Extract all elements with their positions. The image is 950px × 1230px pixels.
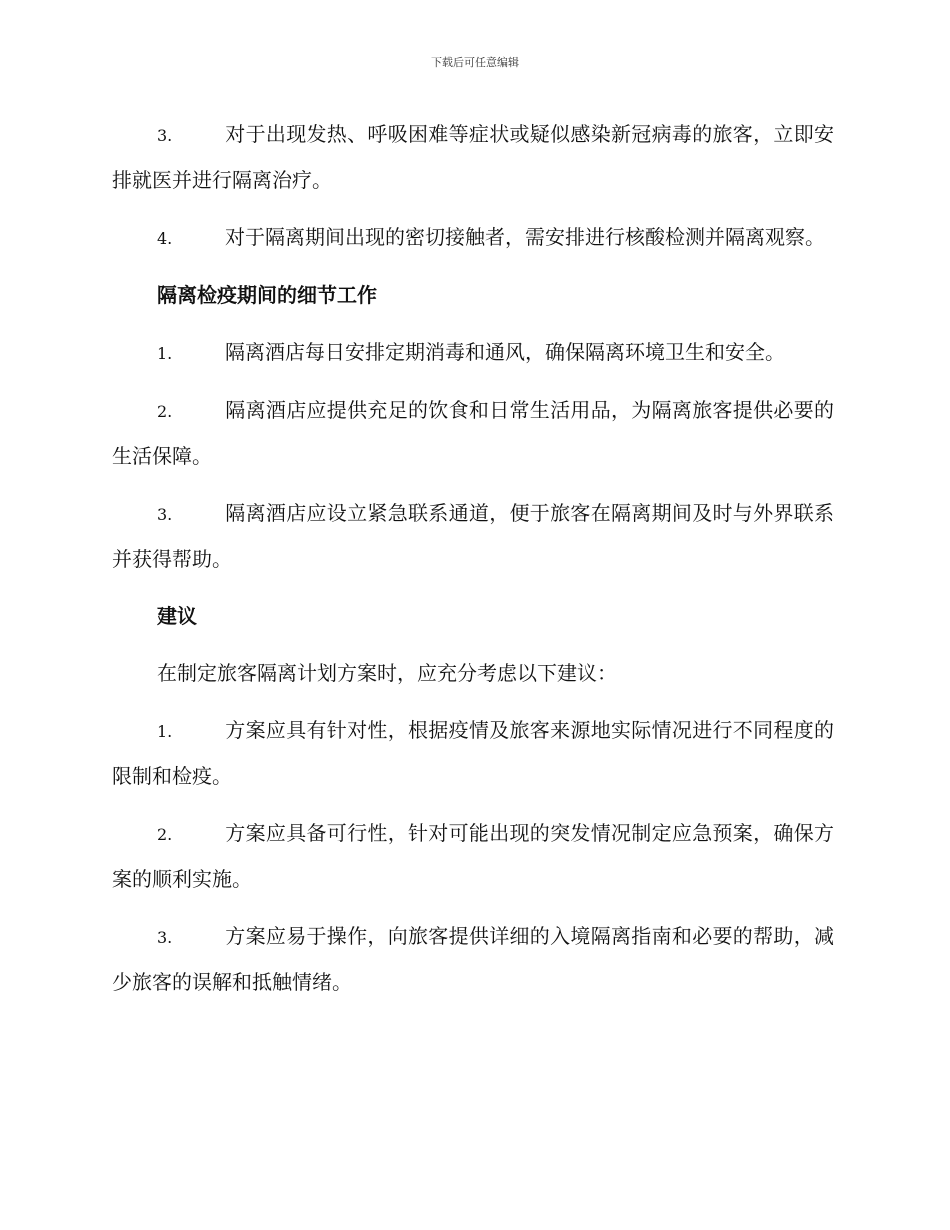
list-item-number: 3. — [157, 505, 173, 524]
list-item — [112, 491, 834, 582]
list-item-number: 1. — [157, 344, 173, 363]
list-item — [112, 708, 834, 799]
list-item-number: 4. — [157, 229, 173, 248]
list-item-text: 隔离酒店应设立紧急联系通道，便于旅客在隔离期间及时与外界联系并获得帮助。 — [112, 501, 834, 571]
list-item-text: 隔离酒店每日安排定期消毒和通风，确保隔离环境卫生和安全。 — [225, 340, 785, 364]
list-item-text: 隔离酒店应提供充足的饮食和日常生活用品，为隔离旅客提供必要的生活保障。 — [112, 398, 834, 468]
list-item-number: 3. — [157, 126, 173, 145]
intro-paragraph: 在制定旅客隔离计划方案时，应充分考虑以下建议： — [157, 661, 617, 685]
page-header: 下载后可任意编辑 — [431, 56, 519, 69]
list-item-number: 2. — [157, 825, 173, 844]
list-item-text: 方案应易于操作，向旅客提供详细的入境隔离指南和必要的帮助，减少旅客的误解和抵触情绪。 — [112, 924, 834, 994]
list-item-text: 方案应具有针对性，根据疫情及旅客来源地实际情况进行不同程度的限制和检疫。 — [112, 718, 834, 788]
section-heading: 隔离检疫期间的细节工作 — [157, 283, 377, 307]
list-item — [112, 330, 834, 376]
list-item — [112, 388, 834, 479]
section-heading: 建议 — [157, 604, 197, 628]
list-item-text: 对于隔离期间出现的密切接触者，需安排进行核酸检测并隔离观察。 — [225, 225, 825, 249]
list-item-number: 2. — [157, 402, 173, 421]
document-body — [112, 112, 834, 1017]
list-item — [112, 914, 834, 1005]
list-item-number: 1. — [157, 722, 173, 741]
list-item — [112, 112, 834, 203]
list-item — [112, 811, 834, 902]
list-item-text: 对于出现发热、呼吸困难等症状或疑似感染新冠病毒的旅客，立即安排就医并进行隔离治疗。 — [112, 122, 834, 192]
list-item-number: 3. — [157, 928, 173, 947]
list-item-text: 方案应具备可行性，针对可能出现的突发情况制定应急预案，确保方案的顺利实施。 — [112, 821, 834, 891]
list-item — [112, 215, 834, 261]
